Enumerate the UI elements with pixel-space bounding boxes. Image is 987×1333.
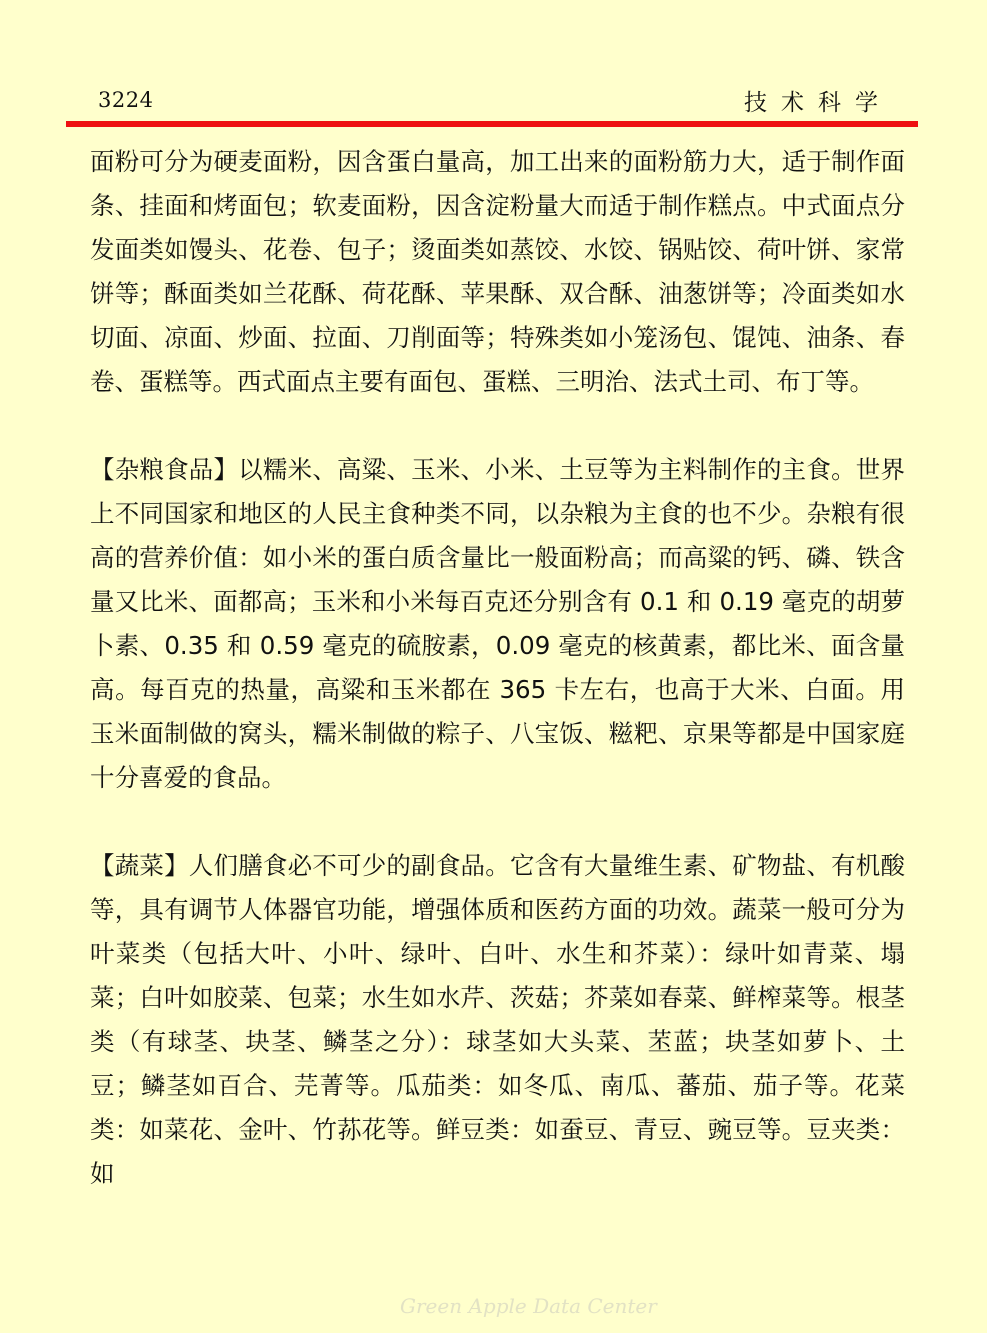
body-text [90, 140, 905, 1196]
page-number: 3224 [98, 88, 154, 112]
paragraph-coarse-grains: 【杂粮食品】以糯米、高粱、玉米、小米、土豆等为主料制作的主食。世界上不同国家和地区的人民主食种类不同，以杂粮为主食的也不少。杂粮有很高的营养价值：如小米的蛋白质含量比一般面粉高；而高粱的钙、磷、铁含量又比米、面都高；玉米和小米每百克还分别含有 0.1 和 0.19 毫克的胡萝卜素、0.35 和 0.59 毫克的硫胺素，0.09 毫克的核黄素，都比米、面含量高。每百克的热量，高粱和玉米都在 365 卡左右，也高于大米、白面。用玉米面制做的窝头，糯米制做的粽子、八宝饭、糍粑、京果等都是中国家庭十分喜爱的食品。 [90, 455, 905, 792]
paragraph-vegetables: 【蔬菜】人们膳食必不可少的副食品。它含有大量维生素、矿物盐、有机酸等，具有调节人体器官功能，增强体质和医药方面的功效。蔬菜一般可分为叶菜类（包括大叶、小叶、绿叶、白叶、水生和芥菜）：绿叶如青菜、塌菜；白叶如胶菜、包菜；水生如水芹、茨菇；芥菜如春菜、鲜榨菜等。根茎类（有球茎、块茎、鳞茎之分）：球茎如大头菜、苤蓝；块茎如萝卜、土豆；鳞茎如百合、芫菁等。瓜茄类：如冬瓜、南瓜、蕃茄、茄子等。花菜类：如菜花、金叶、竹荪花等。鲜豆类：如蚕豆、青豆、豌豆等。豆夹类：如 [90, 851, 905, 1188]
watermark: Green Apple Data Center [400, 1294, 657, 1318]
header-rule [66, 121, 918, 127]
paragraph-noodles: 面粉可分为硬麦面粉，因含蛋白量高，加工出来的面粉筋力大，适于制作面条、挂面和烤面包；软麦面粉，因含淀粉量大而适于制作糕点。中式面点分发面类如馒头、花卷、包子；烫面类如蒸饺、水饺、锅贴饺、荷叶饼、家常饼等；酥面类如兰花酥、荷花酥、苹果酥、双合酥、油葱饼等；冷面类如水切面、凉面、炒面、拉面、刀削面等；特殊类如小笼汤包、馄饨、油条、春卷、蛋糕等。西式面点主要有面包、蛋糕、三明治、法式土司、布丁等。 [90, 147, 905, 396]
running-title: 技术科学 [744, 90, 892, 116]
